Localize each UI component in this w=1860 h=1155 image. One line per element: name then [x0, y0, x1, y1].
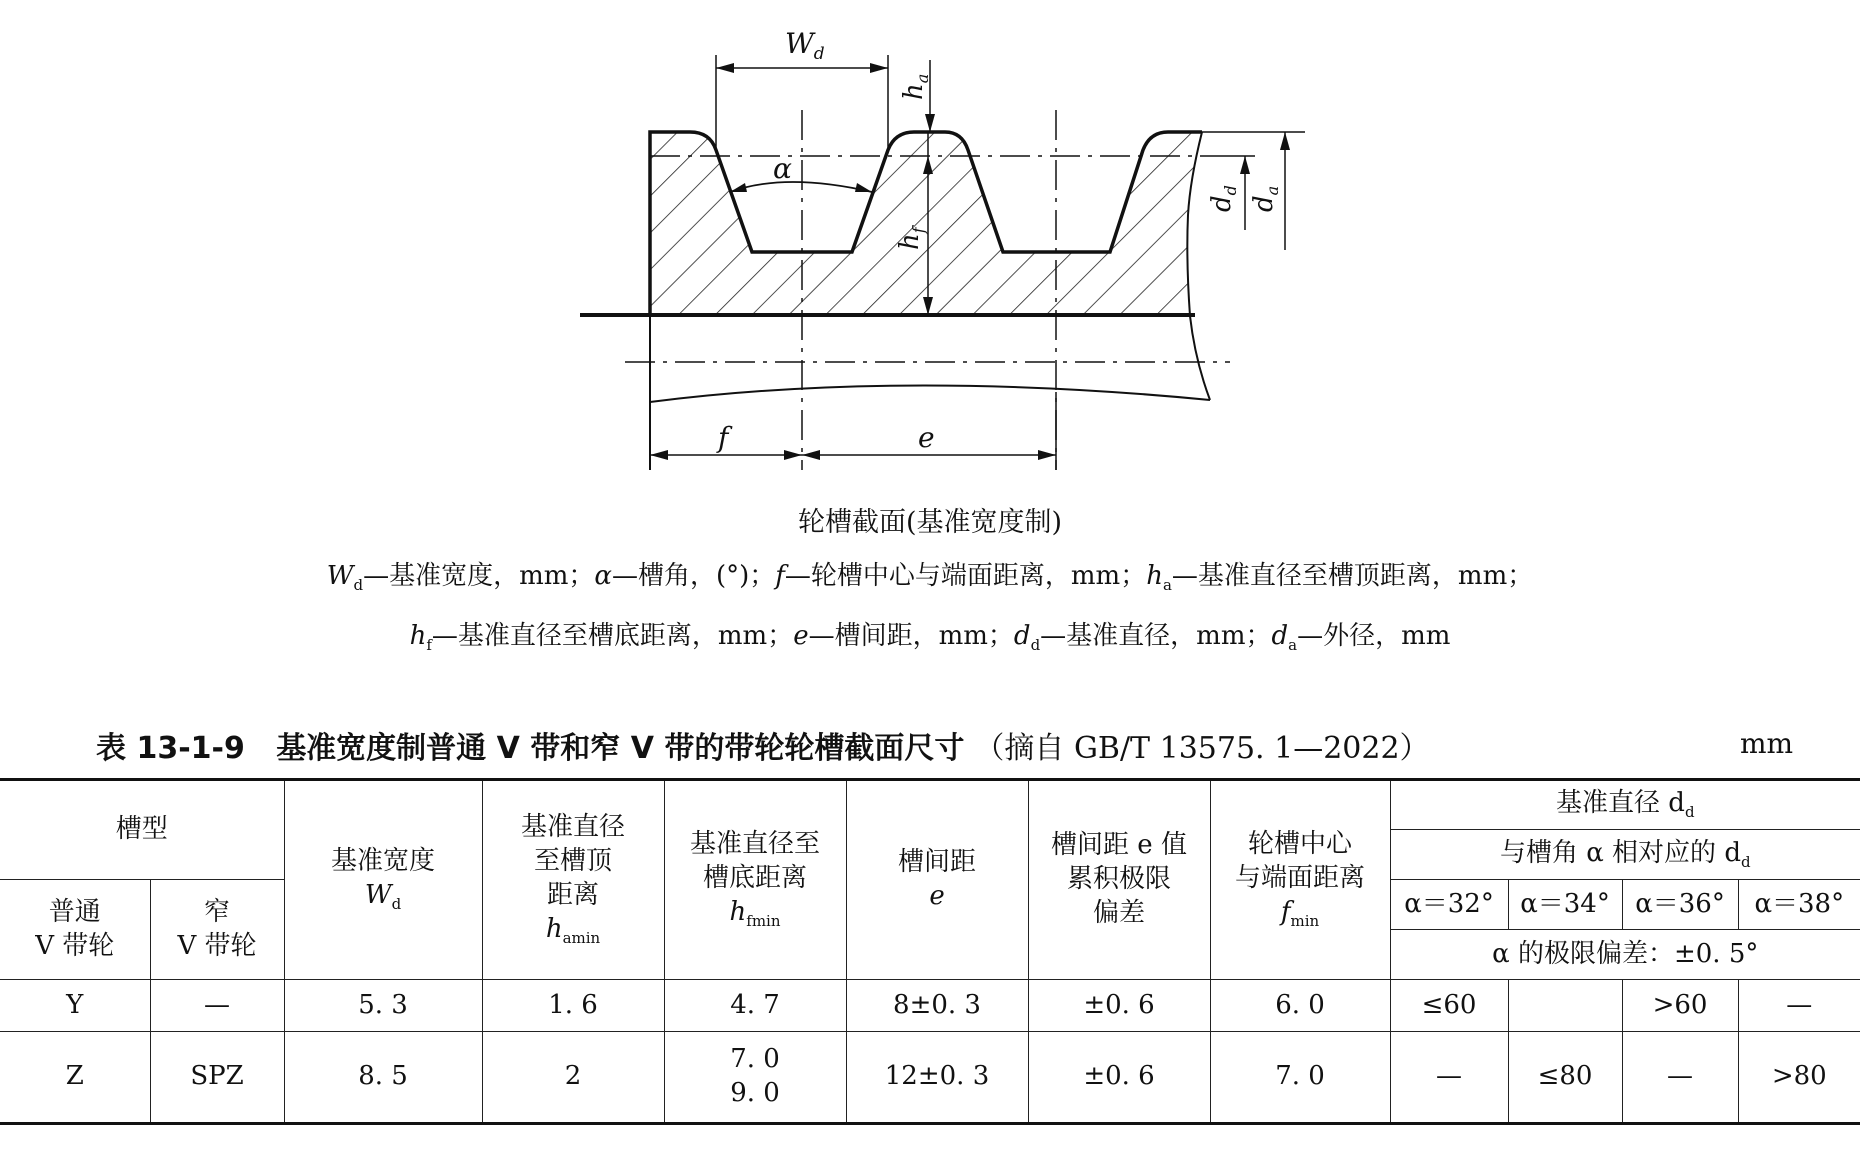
- table-unit: mm: [1740, 727, 1794, 760]
- cell-deviation: ±0. 6: [1028, 980, 1210, 1032]
- header-datum-width: 基准宽度 $W_d$: [284, 780, 482, 980]
- header-alpha-tolerance: α 的极限偏差：±0. 5°: [1390, 930, 1860, 980]
- table-row: [0, 1032, 1860, 1124]
- cell-a34: [1508, 980, 1622, 1032]
- cell-f: 6. 0: [1210, 980, 1390, 1032]
- header-alpha-38: α＝38°: [1738, 880, 1860, 930]
- table-title: [96, 723, 1430, 767]
- svg-text:e: e: [918, 421, 935, 454]
- table-row: [0, 980, 1860, 1032]
- svg-text:α: α: [773, 152, 792, 185]
- header-ha: 基准直径 至槽顶 距离 $h_{amin}$: [482, 780, 664, 980]
- svg-text:f: f: [718, 421, 729, 454]
- cell-ha: 2: [482, 1032, 664, 1124]
- cell-a38: >80: [1738, 1032, 1860, 1124]
- cell-a36: >60: [1622, 980, 1738, 1032]
- svg-text:Wd: $W_d$: [785, 27, 825, 64]
- svg-text:hf: $h_f$: [895, 227, 928, 250]
- cell-deviation: ±0. 6: [1028, 1032, 1210, 1124]
- table-heading: 基准宽度制普通 V 带和窄 V 带的带轮轮槽截面尺寸: [276, 731, 965, 766]
- header-datum-diameter: 基准直径 $d_d$: [1390, 780, 1860, 830]
- legend-line-1: $W_d—$基准宽度，mm；α—槽角，(°)；f—轮槽中心与端面距离，mm；$h_a—$基准直径至槽顶距离，mm；: [326, 561, 1534, 595]
- cell-a36: —: [1622, 1032, 1738, 1124]
- cell-ha: 1. 6: [482, 980, 664, 1032]
- svg-text:dd: $d_d$: [1207, 185, 1240, 212]
- header-alpha-36: α＝36°: [1622, 880, 1738, 930]
- header-dd-by-angle: 与槽角 α 相对应的 $d_d$: [1390, 830, 1860, 880]
- cell-a38: —: [1738, 980, 1860, 1032]
- cell-e: 12±0. 3: [846, 1032, 1028, 1124]
- header-f-min: 轮槽中心 与端面距离 $f_{min}$: [1210, 780, 1390, 980]
- svg-text:da: $d_a$: [1249, 185, 1282, 212]
- header-normal-v: 普通 V 带轮: [0, 880, 150, 980]
- legend-line-2: $h_f—$基准直径至槽底距离，mm；e—槽间距，mm；$d_d—$基准直径，mm；$d_a—$外径，mm: [409, 621, 1451, 655]
- cell-e: 8±0. 3: [846, 980, 1028, 1032]
- header-cumulative-deviation: 槽间距 e 值 累积极限 偏差: [1028, 780, 1210, 980]
- header-alpha-34: α＝34°: [1508, 880, 1622, 930]
- figure-caption: 轮槽截面(基准宽度制): [797, 507, 1063, 538]
- table-number: 表 13-1-9: [96, 731, 245, 766]
- cell-wd: 8. 5: [284, 1032, 482, 1124]
- cell-a34: ≤80: [1508, 1032, 1622, 1124]
- groove-section-drawing: [0, 0, 1860, 500]
- cell-a32: ≤60: [1390, 980, 1508, 1032]
- cell-f: 7. 0: [1210, 1032, 1390, 1124]
- cell-narrow: —: [150, 980, 284, 1032]
- header-groove-pitch: 槽间距 e: [846, 780, 1028, 980]
- table-source: （摘自 GB/T 13575. 1—2022）: [974, 731, 1430, 766]
- cell-hf: 4. 7: [664, 980, 846, 1032]
- cell-wd: 5. 3: [284, 980, 482, 1032]
- cell-hf: 7. 0 9. 0: [664, 1032, 846, 1124]
- svg-text:ha: $h_a$: [899, 73, 932, 100]
- header-narrow-v: 窄 V 带轮: [150, 880, 284, 980]
- cell-normal: Z: [0, 1032, 150, 1124]
- groove-dimension-table: [0, 778, 1860, 1125]
- cell-normal: Y: [0, 980, 150, 1032]
- header-alpha-32: α＝32°: [1390, 880, 1508, 930]
- cell-narrow: SPZ: [150, 1032, 284, 1124]
- header-hf: 基准直径至 槽底距离 $h_{fmin}$: [664, 780, 846, 980]
- header-groove-type: 槽型: [0, 780, 284, 880]
- cell-a32: —: [1390, 1032, 1508, 1124]
